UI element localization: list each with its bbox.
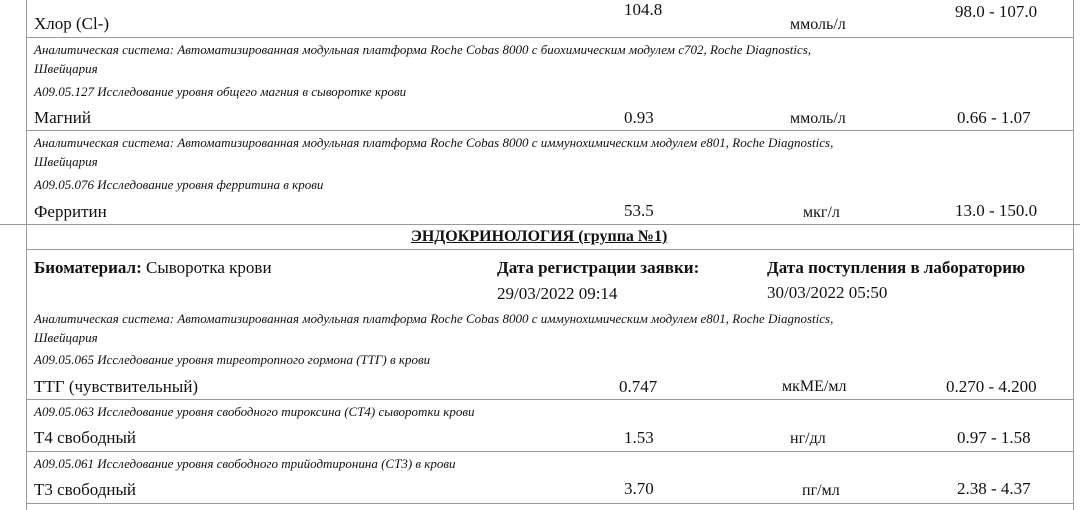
row-divider <box>26 503 1073 504</box>
registration-date-value: 29/03/2022 09:14 <box>497 284 618 303</box>
registration-date-label: Дата регистрации заявки: <box>497 258 700 277</box>
tsh-value: 0.747 <box>619 377 658 396</box>
t4-value: 1.53 <box>624 428 654 447</box>
chlorine-value: 104.8 <box>624 0 663 19</box>
tsh-name: ТТГ (чувствительный) <box>34 377 199 396</box>
t3-name: Т3 свободный <box>34 480 137 499</box>
analytic-system-note-cont: Швейцария <box>34 154 98 169</box>
test-code-t4: A09.05.063 Исследование уровня свободного тироксина (СТ4) сыворотки крови <box>34 404 475 419</box>
magnesium-range: 0.66 - 1.07 <box>957 108 1031 127</box>
t3-unit: пг/мл <box>802 482 840 499</box>
tsh-unit: мкМЕ/мл <box>782 378 847 395</box>
table-left-border <box>26 0 27 510</box>
t3-value: 3.70 <box>624 479 654 498</box>
biomaterial <box>34 258 272 278</box>
t3-range: 2.38 - 4.37 <box>957 479 1031 498</box>
analytic-system-note: Аналитическая система: Автоматизированная модульная платформа Roche Cobas 8000 с биохимическим модулем c702, Roche Diagnostics, <box>34 42 812 57</box>
test-code-t3: A09.05.061 Исследование уровня свободного трийодтиронина (СТ3) в крови <box>34 456 456 471</box>
t4-name: Т4 свободный <box>34 428 137 447</box>
table-right-border <box>1073 0 1074 510</box>
test-code-ferritin: A09.05.076 Исследование уровня ферритина в крови <box>34 177 324 192</box>
row-divider <box>26 451 1073 452</box>
analytic-system-note: Аналитическая система: Автоматизированная модульная платформа Roche Cobas 8000 с иммунохимическим модулем e801, Roche Diagnostics, <box>34 311 834 326</box>
analytic-system-note-cont: Швейцария <box>34 61 98 76</box>
analytic-system-note-cont: Швейцария <box>34 330 98 345</box>
test-code-tsh: A09.05.065 Исследование уровня тиреотропного гормона (ТТГ) в крови <box>34 352 431 367</box>
ferritin-range: 13.0 - 150.0 <box>955 201 1038 220</box>
magnesium-unit: ммоль/л <box>790 110 846 127</box>
biomaterial-label: Биоматериал: <box>34 258 142 277</box>
analytic-system-note: Аналитическая система: Автоматизированная модульная платформа Roche Cobas 8000 с иммунохимическим модулем e801, Roche Diagnostics, <box>34 135 834 150</box>
ferritin-name: Ферритин <box>34 202 107 221</box>
chlorine-unit: ммоль/л <box>790 16 846 33</box>
t4-unit: нг/дл <box>790 430 826 447</box>
tsh-range: 0.270 - 4.200 <box>946 377 1037 396</box>
section-divider <box>26 249 1073 250</box>
row-divider <box>0 224 1080 225</box>
row-divider <box>26 37 1073 38</box>
receipt-date-value: 30/03/2022 05:50 <box>767 283 888 302</box>
section-title: ЭНДОКРИНОЛОГИЯ (группа №1) <box>411 228 668 245</box>
chlorine-name: Хлор (Cl-) <box>34 14 110 33</box>
receipt-date-label: Дата поступления в лабораторию <box>767 258 1026 277</box>
magnesium-name: Магний <box>34 108 91 127</box>
ferritin-value: 53.5 <box>624 201 654 220</box>
magnesium-value: 0.93 <box>624 108 654 127</box>
biomaterial-value: Сыворотка крови <box>141 258 272 277</box>
test-code-magnesium: A09.05.127 Исследование уровня общего магния в сыворотке крови <box>34 84 407 99</box>
ferritin-unit: мкг/л <box>803 204 840 221</box>
row-divider <box>26 130 1073 131</box>
chlorine-range: 98.0 - 107.0 <box>955 2 1038 21</box>
row-divider <box>26 399 1073 400</box>
t4-range: 0.97 - 1.58 <box>957 428 1031 447</box>
